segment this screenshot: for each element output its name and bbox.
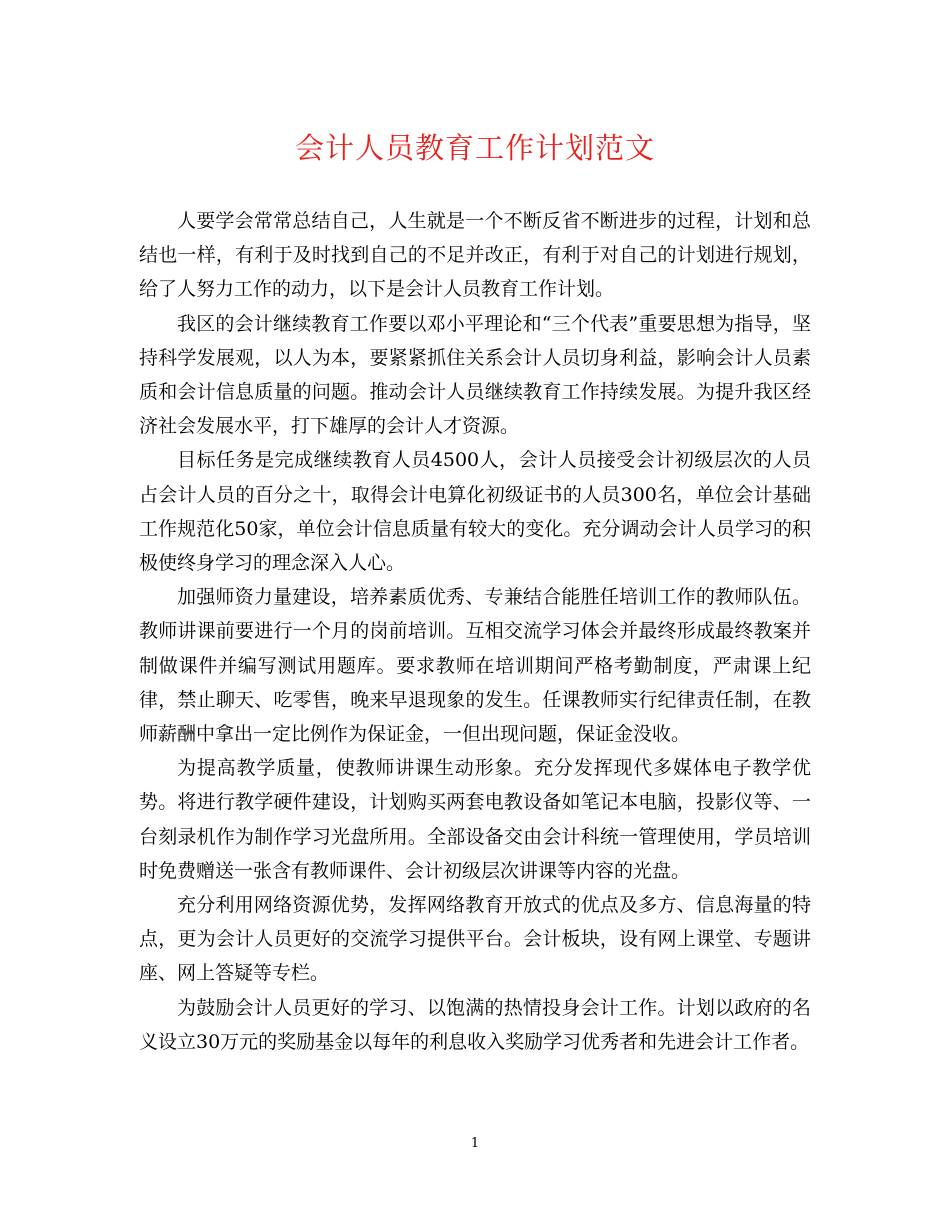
paragraph-4: 加强师资力量建设，培养素质优秀、专兼结合能胜任培训工作的教师队伍。教师讲课前要进行一个月的岗前培训。互相交流学习体会并最终形成最终教案并制做课件并编写测试用题库。要求教师在培训期间严格考勤制度，严肃课上纪律，禁止聊天、吃零售，晚来早退现象的发生。任课教师实行纪律责任制，在教师薪酬中拿出一定比例作为保证金，一但出现问题，保证金没收。	[139, 586, 811, 746]
paragraph-6: 充分利用网络资源优势，发挥网络教育开放式的优点及多方、信息海量的特点，更为会计人员更好的交流学习提供平台。会计板块，设有网上课堂、专题讲座、网上答疑等专栏。	[139, 894, 811, 985]
page-number: 1	[470, 1136, 480, 1151]
paragraph-1: 人要学会常常总结自己，人生就是一个不断反省不断进步的过程，计划和总结也一样，有利于及时找到自己的不足并改正，有利于对自己的计划进行规划，给了人努力工作的动力，以下是会计人员教育工作计划。	[139, 210, 811, 301]
document-body	[139, 204, 811, 1059]
paragraph-7: 为鼓励会计人员更好的学习、以饱满的热情投身会计工作。计划以政府的名义设立30万元的奖励基金以每年的利息收入奖励学习优秀者和先进会计工作者。	[139, 996, 811, 1053]
document-title: 会计人员教育工作计划范文	[294, 131, 655, 165]
paragraph-2: 我区的会计继续教育工作要以邓小平理论和“三个代表”重要思想为指导，坚持科学发展观，以人为本，要紧紧抓住关系会计人员切身利益，影响会计人员素质和会计信息质量的问题。推动会计人员继续教育工作持续发展。为提升我区经济社会发展水平，打下雄厚的会计人才资源。	[139, 312, 811, 438]
paragraph-3: 目标任务是完成继续教育人员4500人，会计人员接受会计初级层次的人员占会计人员的百分之十，取得会计电算化初级证书的人员300名，单位会计基础工作规范化50家，单位会计信息质量有较大的变化。充分调动会计人员学习的积极使终身学习的理念深入人心。	[139, 449, 811, 575]
paragraph-5: 为提高教学质量，使教师讲课生动形象。充分发挥现代多媒体电子教学优势。将进行教学硬件建设，计划购买两套电教设备如笔记本电脑，投影仪等、一台刻录机作为制作学习光盘所用。全部设备交由会计科统一管理使用，学员培训时免费赠送一张含有教师课件、会计初级层次讲课等内容的光盘。	[139, 757, 811, 882]
